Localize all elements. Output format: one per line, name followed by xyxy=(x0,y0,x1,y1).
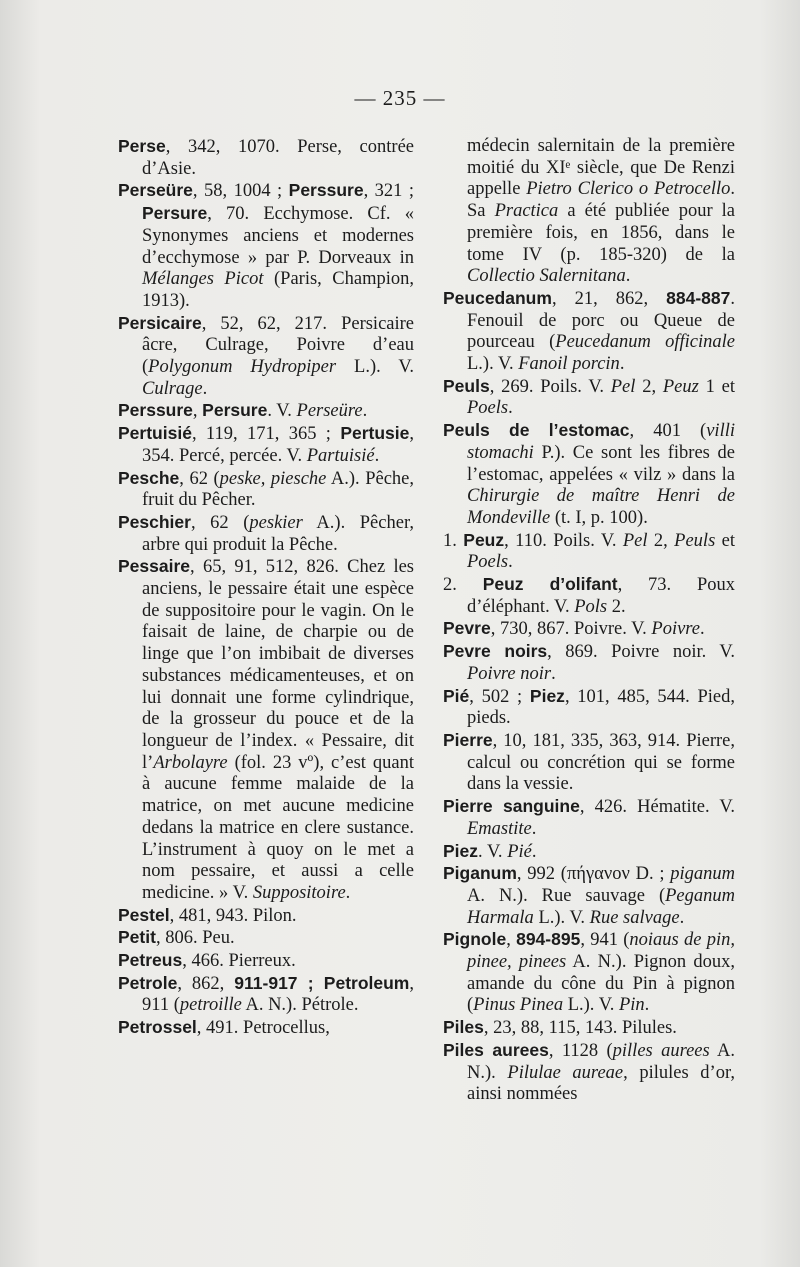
dictionary-entry xyxy=(443,288,735,376)
entry-text: . xyxy=(679,907,685,928)
entry-bold-text: 911-917 ; Petroleum xyxy=(234,972,410,993)
entry-text: . V. xyxy=(267,401,297,422)
entry-text: , 481, 943. Pilon. xyxy=(169,905,297,926)
entry-text: , 58, 1004 ; xyxy=(192,181,289,202)
entry-text: , 62 ( xyxy=(179,468,220,489)
entry-headword: Perssure xyxy=(118,400,193,421)
dictionary-entry xyxy=(443,1017,735,1040)
entry-text: 1 et xyxy=(698,376,735,397)
entry-italic-text: Polygonum Hydropiper xyxy=(148,357,337,378)
entry-italic-text: Poels xyxy=(467,398,509,419)
entry-text: , 269. Poils. V. xyxy=(489,376,611,397)
entry-italic-text: Poels xyxy=(467,552,509,573)
page-number: — 235 — xyxy=(354,86,446,110)
right-column xyxy=(443,136,735,1106)
entry-headword: Petit xyxy=(118,927,156,948)
entry-text: . xyxy=(619,354,625,375)
entry-headword: Peuls de l’estomac xyxy=(443,420,630,441)
entry-text: . xyxy=(202,378,208,399)
dictionary-entry xyxy=(443,420,735,530)
entry-text: , 491. Petrocellus, xyxy=(196,1018,330,1039)
entry-text: A. N.). Pignon doux, amande du cône du Pin à pignon ( xyxy=(467,952,735,1016)
dictionary-entry xyxy=(118,180,414,312)
entry-headword: Persicaire xyxy=(118,312,202,333)
dictionary-entry xyxy=(118,556,414,904)
entry-italic-text: Pin xyxy=(618,995,645,1016)
entry-headword: Peuz d’olifant xyxy=(482,574,618,595)
entry-italic-text: petroille xyxy=(179,995,242,1016)
entry-italic-text: piganum xyxy=(670,864,735,885)
dictionary-entry xyxy=(443,618,735,641)
entry-text: , 101, 485, 544. Pied, pieds. xyxy=(467,686,736,729)
entry-italic-text: Practica xyxy=(494,201,559,222)
dictionary-entry xyxy=(118,973,414,1017)
entry-text: , 1128 ( xyxy=(548,1040,613,1061)
dictionary-entry xyxy=(443,1040,735,1106)
entry-text: , xyxy=(506,930,517,951)
entry-headword: Perseüre xyxy=(118,180,193,201)
entry-text: . xyxy=(551,663,556,684)
entry-text: , 426. Hématite. V. xyxy=(579,797,735,818)
entry-headword: Piles xyxy=(443,1017,484,1038)
entry-text: , 65, 91, 512, 826. Chez les anciens, le pessaire était une espèce de suppositoire pour le vagin. On le faisait de laine, de charpie ou de linge que l’on imbibait de diverses substances médicamenteuses, et on lui donnait une forme cylindrique, de la grosseur du pouce et de la longueur de l’index. « Pessaire, dit l’ xyxy=(142,557,414,773)
entry-headword: Pevre noirs xyxy=(443,641,548,662)
entry-italic-text: Suppositoire xyxy=(252,882,346,903)
entry-headword: Petreus xyxy=(118,950,183,971)
entry-italic-text: Pié xyxy=(507,841,532,862)
entry-italic-text: Peganum Harmala xyxy=(467,885,735,928)
entry-bold-text: Persure xyxy=(142,203,208,224)
entry-bold-text: Persure xyxy=(202,400,268,421)
entry-headword: Peuz xyxy=(463,529,505,550)
entry-italic-text: Pietro Clerico o Petrocello xyxy=(526,179,731,200)
left-column xyxy=(118,136,414,1040)
entry-italic-text: Poivre xyxy=(651,619,701,640)
entry-text: . Sa xyxy=(467,179,735,222)
dictionary-entry xyxy=(443,376,735,420)
entry-text: 2. xyxy=(443,575,483,596)
entry-text: , 992 (πήγανον D. ; xyxy=(516,864,671,885)
dictionary-entry xyxy=(118,927,414,950)
entry-text: . Fenouil de porc ou Queue de pourceau ( xyxy=(467,288,735,353)
entry-bold-text: Pertusie xyxy=(340,423,410,444)
entry-text: A.). Pêcher, arbre qui produit la Pêche. xyxy=(142,512,414,555)
entry-text: . xyxy=(508,552,513,573)
entry-headword: Pesche xyxy=(118,467,180,488)
entry-headword: Pertuisié xyxy=(118,423,192,444)
entry-text: , 342, 1070. Perse, contrée d’Asie. xyxy=(142,137,414,179)
entry-bold-text: 894-895 xyxy=(516,929,581,950)
entry-headword: Peuls xyxy=(443,375,490,396)
entry-text: , xyxy=(192,401,203,422)
dictionary-entry xyxy=(443,796,735,840)
entry-text: , 354. Percé, percée. V. xyxy=(142,424,414,466)
entry-text: a été publiée pour la première fois, en 1856, dans le tome IV (p. 185-320) de la xyxy=(467,201,736,265)
entry-text: 1. xyxy=(443,530,464,551)
entry-text: , 110. Poils. V. xyxy=(504,530,623,551)
entry-headword: Perse xyxy=(118,136,166,156)
entry-text: , 911 ( xyxy=(142,973,414,1016)
entry-italic-text: Peuls xyxy=(674,530,716,551)
entry-text: L.). V. xyxy=(467,354,519,375)
entry-headword: Pestel xyxy=(118,904,170,925)
entry-text: A.). Pêche, fruit du Pêcher. xyxy=(142,468,414,511)
entry-text: . xyxy=(374,445,380,466)
entry-text: . xyxy=(508,398,513,419)
entry-italic-text: Poivre noir xyxy=(467,663,552,684)
entry-text: , 73. Poux d’éléphant. V. xyxy=(467,575,736,617)
dictionary-entry xyxy=(443,863,735,929)
entry-headword: Piles aurees xyxy=(443,1039,549,1060)
entry-text: . xyxy=(531,818,537,839)
entry-text: , 806. Peu. xyxy=(155,928,235,949)
entry-text: P.). Ce sont les fibres de l’estomac, appelées « vilz » dans la xyxy=(467,442,735,485)
entry-italic-text: Pel xyxy=(610,376,636,397)
entry-italic-text: Fanoil porcin xyxy=(518,354,620,375)
entry-headword: Pessaire xyxy=(118,556,191,577)
entry-continuation xyxy=(443,136,735,288)
entry-text: A. N.). Pétrole. xyxy=(241,995,359,1016)
entry-text: L.). V. xyxy=(533,907,590,928)
entry-italic-text: Pols xyxy=(574,596,608,617)
entry-headword: Peucedanum xyxy=(443,287,552,308)
entry-italic-text: Culrage xyxy=(142,378,203,399)
entry-text: , 502 ; xyxy=(469,686,530,707)
entry-italic-text: Pilulae aureae xyxy=(507,1062,624,1083)
dictionary-entry xyxy=(118,950,414,973)
dictionary-entry xyxy=(443,929,735,1017)
entry-text: . V. xyxy=(478,841,508,862)
entry-headword: Peschier xyxy=(118,511,191,532)
entry-text: 2, xyxy=(647,530,675,551)
entry-italic-text: Peuz xyxy=(662,376,699,397)
dictionary-entry xyxy=(118,313,414,401)
entry-italic-text: noiaus de pin, pinee, pinees xyxy=(467,930,735,973)
entry-italic-text: Rue salvage xyxy=(589,907,680,928)
dictionary-entry xyxy=(118,400,414,423)
entry-text: , 23, 88, 115, 143. Pilules. xyxy=(483,1018,677,1039)
entry-text: . xyxy=(531,841,537,862)
entry-headword: Pierre sanguine xyxy=(443,796,580,817)
dictionary-entry xyxy=(443,841,735,864)
entry-text: , 321 ; xyxy=(363,181,415,202)
entry-headword: Pevre xyxy=(443,618,491,639)
entry-text: . xyxy=(644,995,650,1016)
entry-text: (Paris, Champion, 1913). xyxy=(142,269,414,311)
dictionary-entry xyxy=(118,136,414,180)
dictionary-entry xyxy=(118,423,414,467)
entry-text: . xyxy=(625,266,631,287)
entry-italic-text: Chirurgie de maître Henri de Mondeville xyxy=(467,486,735,528)
entry-text: 2. xyxy=(607,596,626,617)
entry-text: , 862, xyxy=(177,973,235,994)
entry-text: , 119, 171, 365 ; xyxy=(191,424,341,445)
entry-text: , 52, 62, 217. Persicaire âcre, Culrage, Poivre d’eau ( xyxy=(142,313,414,378)
entry-italic-text: villi stomachi xyxy=(467,421,735,463)
entry-text: 2, xyxy=(635,376,663,397)
entry-headword: Piganum xyxy=(443,863,517,884)
entry-bold-text: 884-887 xyxy=(666,287,731,308)
entry-italic-text: Arbolayre xyxy=(153,752,228,773)
entry-text: , 730, 867. Poivre. V. xyxy=(490,619,652,640)
entry-italic-text: Partuisié xyxy=(306,445,375,466)
entry-italic-text: Pinus Pinea xyxy=(473,995,564,1016)
entry-text: . xyxy=(345,882,351,903)
entry-italic-text: peske, piesche xyxy=(219,468,327,489)
entry-italic-text: Pel xyxy=(622,530,648,551)
entry-text: médecin salernitain de la première moitié du XIᵉ siècle, que De Renzi appelle xyxy=(467,136,735,200)
entry-italic-text: Perseüre xyxy=(296,401,363,422)
dictionary-entry xyxy=(118,1017,414,1040)
entry-italic-text: peskier xyxy=(249,512,303,533)
entry-text: , 21, 862, xyxy=(551,288,667,309)
entry-text: . xyxy=(362,401,368,422)
entry-italic-text: Mélanges Picot xyxy=(142,269,264,290)
entry-text: (t. I, p. 100). xyxy=(550,507,648,528)
dictionary-entry xyxy=(118,468,414,512)
dictionary-entry xyxy=(118,512,414,556)
entry-italic-text: Peucedanum officinale xyxy=(555,332,735,353)
entry-text: , 869. Poivre noir. V. xyxy=(547,642,735,663)
entry-text: , 941 ( xyxy=(580,930,630,951)
entry-text: , pilules d’or, ainsi nommées xyxy=(467,1062,735,1105)
entry-italic-text: Emastite xyxy=(467,818,532,839)
entry-text: , 70. Ecchymose. Cf. « Synonymes anciens et modernes d’ecchymose » par P. Dorveaux in xyxy=(142,204,414,268)
entry-text: A. N.). Rue sauvage ( xyxy=(467,885,666,906)
dictionary-entry xyxy=(118,905,414,928)
entry-headword: Pié xyxy=(443,685,470,706)
entry-headword: Pignole xyxy=(443,929,507,950)
entry-text: , 466. Pierreux. xyxy=(182,951,296,972)
entry-text: L.). V. xyxy=(336,357,414,378)
dictionary-entry xyxy=(443,730,735,796)
entry-headword: Petrossel xyxy=(118,1017,197,1038)
entry-headword: Pierre xyxy=(443,729,493,750)
dictionary-entry xyxy=(443,574,735,618)
dictionary-entry xyxy=(443,686,735,730)
dictionary-entry xyxy=(443,641,735,685)
entry-text: (fol. 23 vº), c’est quant à aucune femme malaide de la matrice, on met aucune medicine dedans la matrice en clere sustance. L’instrument à quoy on le met a nom pessaire, et aussi a celle medicine. » V. xyxy=(142,752,414,903)
entry-text: . xyxy=(700,619,705,640)
entry-headword: Petrole xyxy=(118,972,178,993)
entry-text: , 401 ( xyxy=(629,421,707,442)
entry-text: et xyxy=(715,530,736,551)
entry-text: L.). V. xyxy=(563,995,619,1016)
entry-bold-text: Piez xyxy=(529,685,565,706)
entry-text: , 10, 181, 335, 363, 914. Pierre, calcul ou concrétion qui se forme dans la vessie. xyxy=(467,730,735,795)
entry-text: A. N.). xyxy=(467,1040,736,1083)
entry-italic-text: Collectio Salernitana xyxy=(467,266,626,287)
dictionary-entry xyxy=(443,530,735,574)
entry-italic-text: pilles aurees xyxy=(612,1040,710,1061)
entry-text: , 62 ( xyxy=(190,512,250,533)
entry-bold-text: Perssure xyxy=(288,180,364,201)
entry-headword: Piez xyxy=(443,840,479,861)
